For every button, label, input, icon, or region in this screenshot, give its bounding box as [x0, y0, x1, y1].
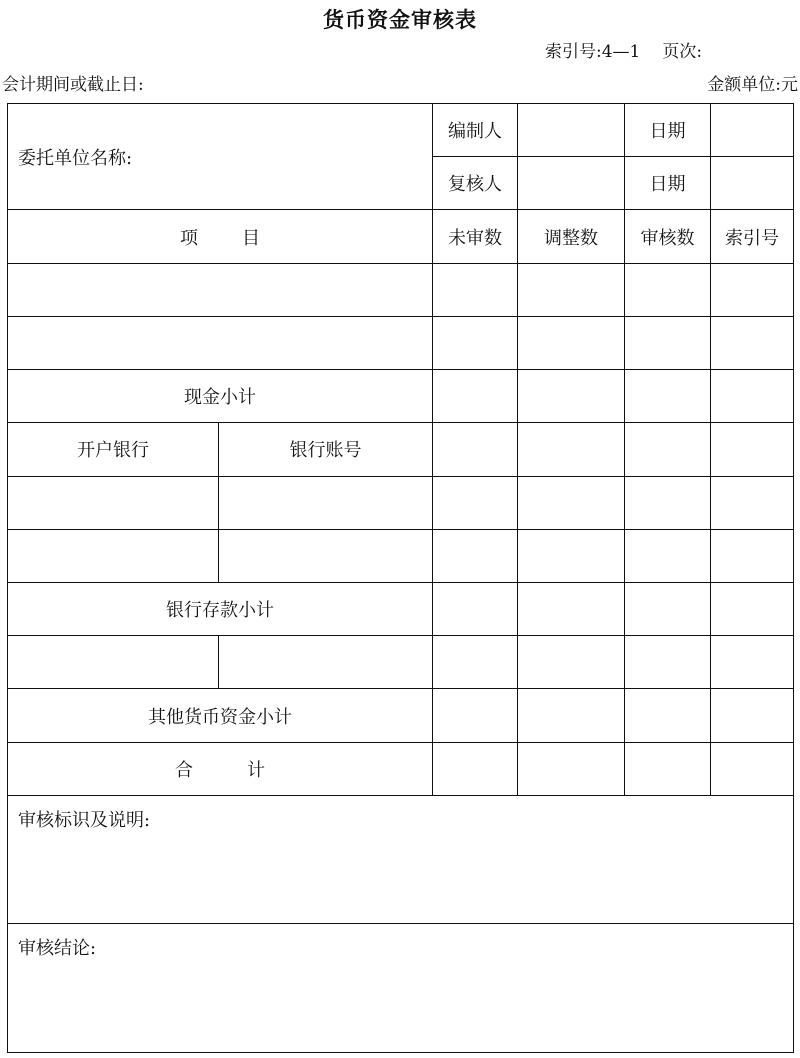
amount-cell[interactable]: [433, 582, 518, 635]
amount-cell[interactable]: [518, 582, 625, 635]
amount-cell[interactable]: [625, 529, 711, 582]
index-cell[interactable]: [711, 476, 794, 529]
amount-cell[interactable]: [433, 742, 518, 795]
index-number: 索引号:4—1: [545, 42, 641, 62]
col-header-unaudited: 未审数: [433, 210, 518, 263]
audit-form-table: [7, 103, 794, 1053]
index-cell[interactable]: [711, 263, 794, 316]
index-line: [545, 37, 702, 62]
other-item-cell[interactable]: [219, 636, 433, 689]
amount-cell[interactable]: [625, 316, 711, 369]
period-label: 会计期间或截止日:: [2, 75, 144, 95]
preparer-label: 编制人: [433, 104, 518, 157]
table-row: [8, 476, 794, 529]
amount-cell[interactable]: [518, 316, 625, 369]
amount-cell[interactable]: [433, 370, 518, 423]
index-cell[interactable]: [711, 742, 794, 795]
reviewer-value-cell[interactable]: [518, 157, 625, 210]
other-subtotal-label: 其他货币资金小计: [8, 689, 433, 742]
bank-header-row: [8, 423, 794, 476]
cash-subtotal-label: 现金小计: [8, 370, 433, 423]
amount-cell[interactable]: [518, 742, 625, 795]
amount-cell[interactable]: [518, 263, 625, 316]
amount-cell[interactable]: [518, 636, 625, 689]
amount-cell[interactable]: [518, 529, 625, 582]
col-header-item-text: 项目: [180, 227, 304, 249]
conclusion-row: [8, 924, 794, 1053]
amount-cell[interactable]: [518, 689, 625, 742]
index-cell[interactable]: [711, 529, 794, 582]
index-cell[interactable]: [711, 316, 794, 369]
bank-subtotal-row: [8, 582, 794, 635]
reviewed-date-label: 日期: [625, 157, 711, 210]
page-number-label: 页次:: [662, 42, 703, 62]
total-label: 合计: [175, 759, 319, 781]
notes-cell[interactable]: [8, 795, 794, 924]
amount-cell[interactable]: [433, 423, 518, 476]
client-name-label: 委托单位名称:: [18, 147, 133, 169]
bank-account-cell[interactable]: [219, 476, 433, 529]
amount-unit-label: 金额单位:元: [707, 75, 798, 95]
index-cell[interactable]: [711, 370, 794, 423]
reviewer-label: 复核人: [433, 157, 518, 210]
bank-name-cell[interactable]: [8, 529, 219, 582]
notes-label: 审核标识及说明:: [18, 809, 151, 831]
column-header-row: [8, 210, 794, 263]
bank-subtotal-label: 银行存款小计: [8, 582, 433, 635]
amount-cell[interactable]: [625, 636, 711, 689]
amount-cell[interactable]: [433, 263, 518, 316]
table-row: [8, 529, 794, 582]
amount-cell[interactable]: [625, 423, 711, 476]
bank-name-header: 开户银行: [8, 423, 219, 476]
amount-cell[interactable]: [625, 742, 711, 795]
index-cell[interactable]: [711, 582, 794, 635]
amount-cell[interactable]: [433, 476, 518, 529]
bank-name-cell[interactable]: [8, 476, 219, 529]
conclusion-label: 审核结论:: [18, 938, 97, 960]
index-cell[interactable]: [711, 636, 794, 689]
other-item-cell[interactable]: [8, 636, 219, 689]
amount-cell[interactable]: [625, 476, 711, 529]
amount-cell[interactable]: [433, 636, 518, 689]
cash-item-cell[interactable]: [8, 263, 433, 316]
amount-cell[interactable]: [518, 370, 625, 423]
cash-item-cell[interactable]: [8, 316, 433, 369]
cash-subtotal-row: [8, 370, 794, 423]
prepared-date-value-cell[interactable]: [711, 104, 794, 157]
amount-cell[interactable]: [433, 689, 518, 742]
amount-cell[interactable]: [625, 370, 711, 423]
total-label-cell: [8, 742, 433, 795]
total-row: [8, 742, 794, 795]
table-row: [8, 316, 794, 369]
preparer-value-cell[interactable]: [518, 104, 625, 157]
amount-cell[interactable]: [625, 582, 711, 635]
col-header-index: 索引号: [711, 210, 794, 263]
client-name-cell: [8, 104, 433, 210]
notes-row: [8, 795, 794, 924]
conclusion-cell[interactable]: [8, 924, 794, 1053]
other-subtotal-row: [8, 689, 794, 742]
bank-account-header: 银行账号: [219, 423, 433, 476]
index-cell[interactable]: [711, 689, 794, 742]
col-header-item: [8, 210, 433, 263]
amount-cell[interactable]: [433, 316, 518, 369]
col-header-audited: 审核数: [625, 210, 711, 263]
form-title: 货币资金审核表: [323, 7, 477, 32]
amount-cell[interactable]: [625, 689, 711, 742]
prepared-date-label: 日期: [625, 104, 711, 157]
amount-cell[interactable]: [433, 529, 518, 582]
amount-cell[interactable]: [518, 423, 625, 476]
bank-account-cell[interactable]: [219, 529, 433, 582]
amount-cell[interactable]: [625, 263, 711, 316]
amount-cell[interactable]: [518, 476, 625, 529]
index-cell[interactable]: [711, 423, 794, 476]
table-row: [8, 263, 794, 316]
col-header-adjustment: 调整数: [518, 210, 625, 263]
table-row: [8, 636, 794, 689]
reviewed-date-value-cell[interactable]: [711, 157, 794, 210]
